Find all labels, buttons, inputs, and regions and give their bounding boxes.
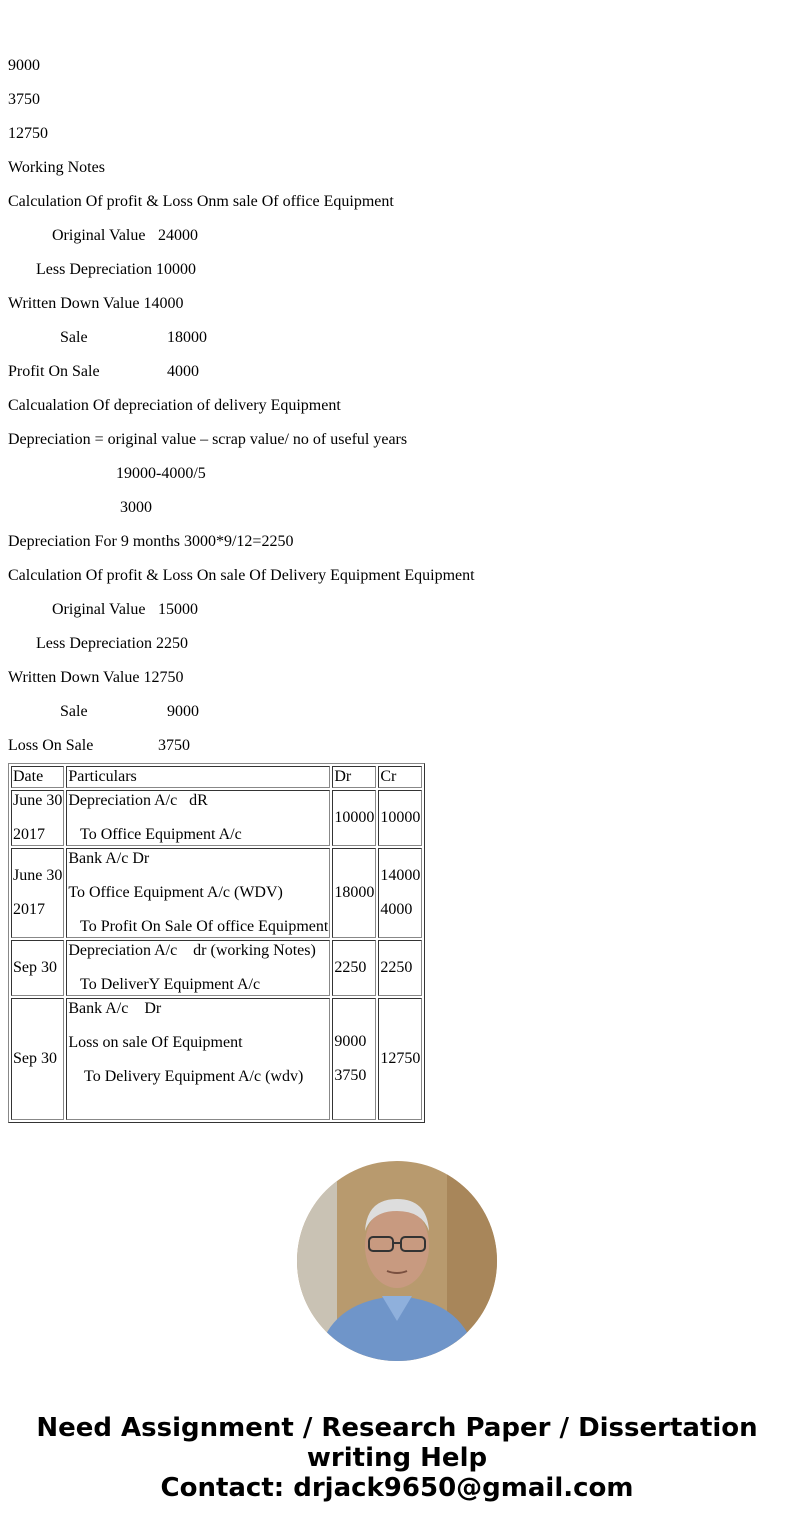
label: Written Down Value [8, 669, 140, 686]
cell-cr [378, 940, 422, 996]
delivery-wdv [8, 669, 786, 687]
cell-line: 12750 [380, 1050, 421, 1067]
cell-line: Sep 30 [13, 959, 57, 976]
cell-date [11, 940, 64, 996]
table-row [11, 940, 422, 996]
cell-line: To DeliverY Equipment A/c [68, 976, 261, 993]
label: Original Value [52, 601, 146, 618]
heading-working-notes: Working Notes [8, 159, 105, 176]
label: Sale [60, 329, 88, 346]
value: 3750 [158, 737, 190, 754]
value: 9000 [167, 703, 199, 720]
table-header-row [11, 766, 422, 788]
value: 18000 [167, 329, 207, 346]
cell-line: 3750 [334, 1067, 367, 1084]
header-cr: Cr [378, 766, 422, 788]
label: Loss On Sale [8, 737, 94, 754]
footer-help-text: Need Assignment / Research Paper / Dissertation writing Help [36, 1413, 758, 1473]
office-sale [8, 329, 786, 347]
header-particulars: Particulars [66, 766, 330, 788]
cell-line: 2017 [13, 901, 45, 918]
line: 9000 [8, 57, 40, 74]
value: 4000 [167, 363, 199, 380]
author-avatar [297, 1161, 497, 1361]
cell-line: 2017 [13, 826, 45, 843]
table-row [11, 998, 422, 1120]
table-row [11, 848, 422, 938]
label: Sale [60, 703, 88, 720]
cell-cr [378, 998, 422, 1120]
cell-dr [332, 998, 376, 1120]
footer-contact: Contact: drjack9650@gmail.com [160, 1473, 634, 1503]
cell-line: 4000 [380, 901, 413, 918]
cell-line: 18000 [334, 884, 375, 901]
delivery-result: 3000 [120, 499, 152, 516]
cell-line: Bank A/c Dr [68, 1000, 162, 1017]
cell-cr [378, 790, 422, 846]
cell-line: 10000 [334, 809, 375, 826]
delivery-dep [8, 635, 786, 653]
cell-date [11, 998, 64, 1120]
cell-line: To Office Equipment A/c (WDV) [68, 884, 283, 901]
label: Less Depreciation [36, 635, 152, 652]
delivery-calc-title: Calculation Of profit & Loss On sale Of Delivery Equipment Equipment [8, 567, 475, 584]
cell-line: June 30 [13, 867, 63, 884]
cell-line: Sep 30 [13, 1050, 57, 1067]
cell-dr [332, 790, 376, 846]
cell-line: 9000 [334, 1033, 367, 1050]
label: Profit On Sale [8, 363, 100, 380]
cell-cr [378, 848, 422, 938]
header-dr: Dr [332, 766, 376, 788]
journal-table [8, 763, 425, 1123]
line: 3750 [8, 91, 40, 108]
delivery-nine-months: Depreciation For 9 months 3000*9/12=2250 [8, 533, 294, 550]
cell-part [66, 940, 330, 996]
label: Original Value [52, 227, 146, 244]
cell-line: 10000 [380, 809, 421, 826]
delivery-formula: Depreciation = original value – scrap value/ no of useful years [8, 431, 408, 448]
cell-line: Depreciation A/c dR [68, 792, 208, 809]
cell-line: To Profit On Sale Of office Equipment [68, 918, 329, 935]
office-orig [8, 227, 786, 245]
cell-line: 2250 [334, 959, 367, 976]
cell-line: To Office Equipment A/c [68, 826, 242, 843]
cell-line: Loss on sale Of Equipment [68, 1034, 243, 1051]
label: Less Depreciation [36, 261, 152, 278]
cell-dr [332, 848, 376, 938]
delivery-orig [8, 601, 786, 619]
delivery-title: Calcualation Of depreciation of delivery Equipment [8, 397, 341, 414]
value: 14000 [143, 295, 184, 312]
cell-line: June 30 [13, 792, 63, 809]
cell-line: Depreciation A/c dr (working Notes) [68, 942, 316, 959]
office-wdv [8, 295, 786, 313]
value: 15000 [158, 601, 198, 618]
value: 10000 [155, 261, 196, 278]
delivery-sale [8, 703, 786, 721]
cell-line: To Delivery Equipment A/c (wdv) [68, 1068, 304, 1085]
cell-dr [332, 940, 376, 996]
delivery-loss [8, 737, 786, 755]
line: 12750 [8, 125, 48, 142]
label: Written Down Value [8, 295, 140, 312]
value: 2250 [155, 635, 188, 652]
delivery-calc: 19000-4000/5 [116, 465, 206, 482]
cell-part [66, 998, 330, 1120]
table-row [11, 790, 422, 846]
cell-date [11, 790, 64, 846]
cell-date [11, 848, 64, 938]
office-profit [8, 363, 786, 381]
footer [8, 1413, 786, 1503]
header-date: Date [11, 766, 64, 788]
cell-part [66, 848, 330, 938]
office-calc-title: Calculation Of profit & Loss Onm sale Of office Equipment [8, 193, 394, 210]
cell-line: 2250 [380, 959, 413, 976]
value: 12750 [143, 669, 184, 686]
office-dep [8, 261, 786, 279]
cell-line: 14000 [380, 867, 421, 884]
cell-part [66, 790, 330, 846]
cell-line: Bank A/c Dr [68, 850, 150, 867]
value: 24000 [158, 227, 198, 244]
